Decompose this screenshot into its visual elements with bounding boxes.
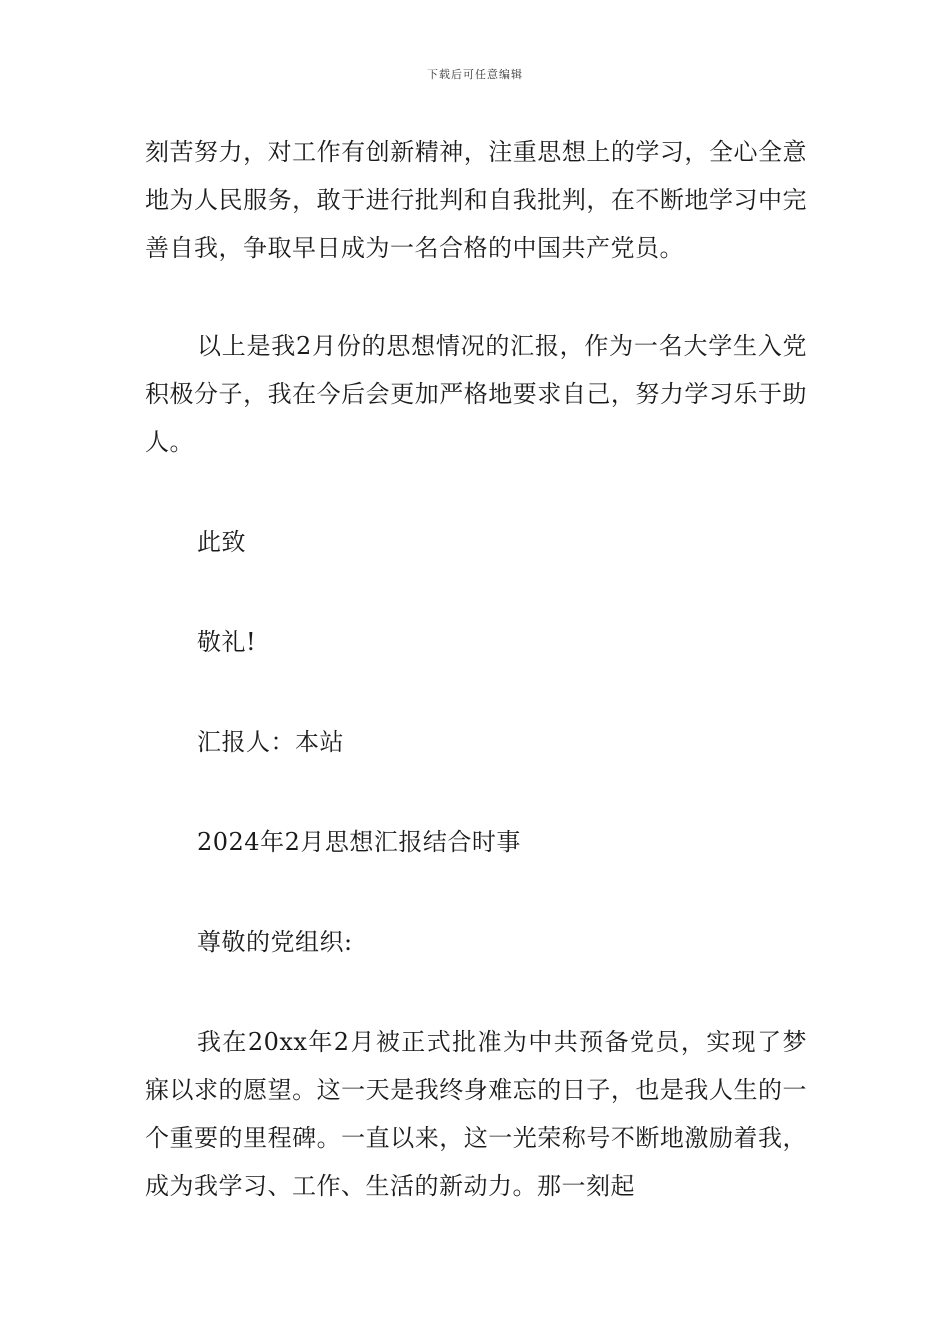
document-body [145,128,807,1210]
greeting: 尊敬的党组织: [197,928,353,956]
paragraph-continuation: 刻苦努力，对工作有创新精神，注重思想上的学习，全心全意地为人民服务，敢于进行批判和自我批判，在不断地学习中完善自我，争取早日成为一名合格的中国共产党员。 [145,138,807,262]
paragraph-body: 我在20xx年2月被正式批准为中共预备党员，实现了梦寐以求的愿望。这一天是我终身难忘的日子，也是我人生的一个重要的里程碑。一直以来，这一光荣称号不断地激励着我，成为我学习、工作、生活的新动力。那一刻起 [145,1028,807,1200]
closing-salutation: 此致 [197,528,246,556]
section-title: 2024年2月思想汇报结合时事 [197,828,521,856]
paragraph-summary: 以上是我2月份的思想情况的汇报，作为一名大学生入党积极分子，我在今后会更加严格地要求自己，努力学习乐于助人。 [145,332,807,456]
reporter-signature: 汇报人：本站 [197,728,344,756]
page-header-note: 下载后可任意编辑 [427,68,523,81]
closing-regards: 敬礼! [197,628,257,656]
